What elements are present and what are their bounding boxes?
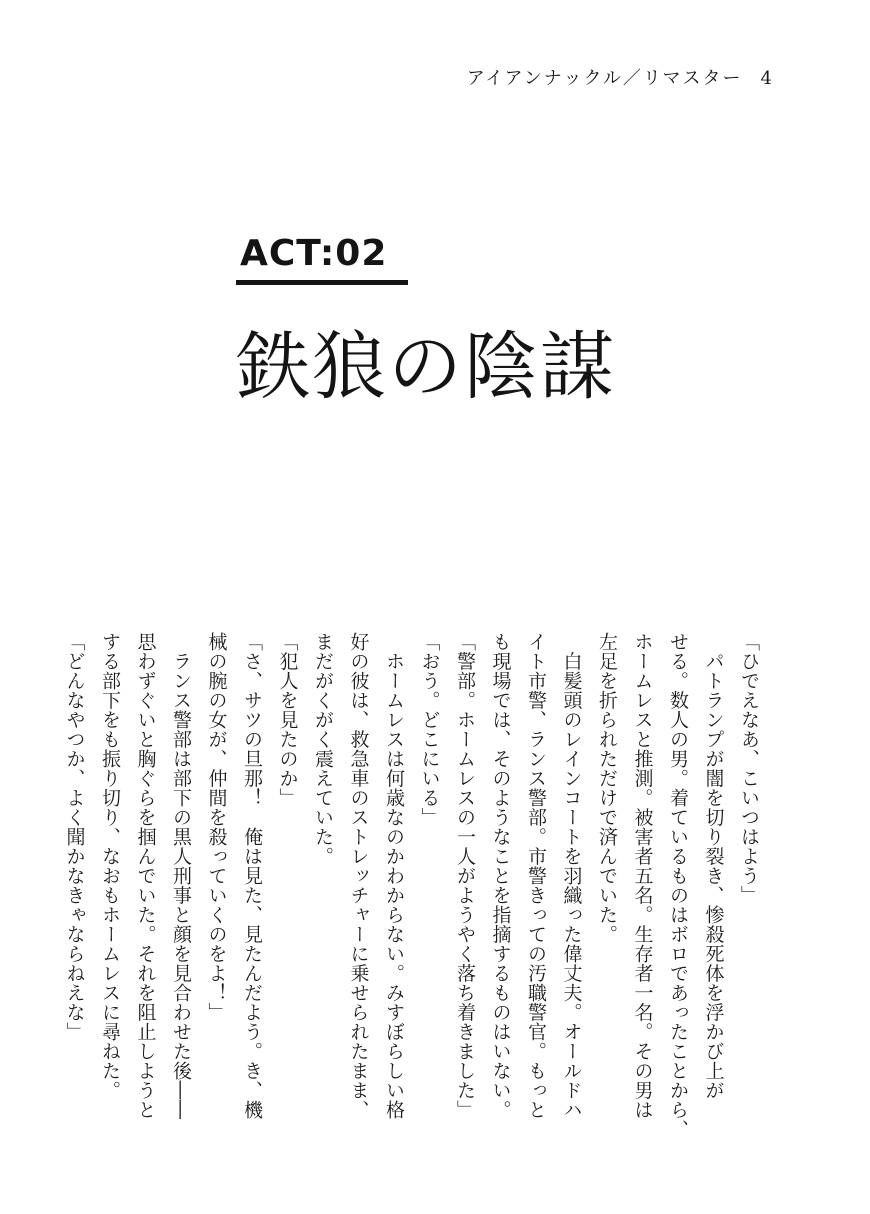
text-line: まだがくがく震えていた。 bbox=[312, 632, 334, 866]
text-line: 思わずぐいと胸ぐらを掴んでいた。それを阻止しようと bbox=[134, 632, 157, 1120]
text-line: ランス警部は部下の黒人刑事と顔を見合わせた後―― bbox=[170, 632, 192, 1120]
chapter-label: ACT:02 bbox=[240, 233, 388, 274]
text-line: 「警部。ホームレスの一人がようやく落ち着きました」 bbox=[454, 632, 476, 1120]
text-line: 白髪頭のレインコートを羽織った偉丈夫。オールドハ bbox=[560, 632, 583, 1120]
chapter-label-underline bbox=[236, 280, 408, 285]
text-line: 「犯人を見たのか」 bbox=[276, 632, 299, 808]
text-line: 「さ、サツの旦那！ 俺は見た、見たんだよう。き、機 bbox=[241, 632, 263, 1120]
text-line: 左足を折られただけで済んでいた。 bbox=[596, 632, 618, 944]
text-line: 「ひでえなあ、こいつはよう」 bbox=[738, 632, 760, 905]
text-line: イト市警、ランス警部。市警きっての汚職警官。もっと bbox=[525, 632, 547, 1120]
text-line: 械の腕の女が、仲間を殺っていくのをよ！」 bbox=[205, 632, 228, 1022]
text-line: ホームレスは何歳なのかわからない。みすぼらしい格 bbox=[383, 632, 405, 1120]
text-line: する部下をも振り切り、なおもホームレスに尋ねた。 bbox=[99, 632, 121, 1100]
running-title: アイアンナックル／リマスター bbox=[466, 68, 743, 89]
text-line: 「おう。どこにいる」 bbox=[418, 632, 441, 827]
chapter-label-block bbox=[236, 233, 408, 285]
body-text bbox=[56, 632, 766, 1139]
text-line: パトランプが闇を切り裂き、惨殺死体を浮かび上が bbox=[702, 632, 725, 1100]
chapter-title: 鉄狼の陰謀 bbox=[236, 324, 616, 410]
text-line: 好の彼は、救急車のストレッチャーに乗せられたまま、 bbox=[347, 632, 370, 1120]
running-header bbox=[467, 64, 774, 90]
text-line: せる。数人の男。着ているものはボロであったことから、 bbox=[667, 632, 689, 1139]
page-number: 4 bbox=[760, 68, 774, 89]
text-line: 「どんなやつか、よく聞かなきゃならねえな」 bbox=[63, 632, 86, 1042]
text-line: も現場では、そのようなことを指摘するものはいない。 bbox=[489, 632, 512, 1120]
text-line: ホームレスと推測。被害者五名。生存者一名。その男は bbox=[631, 632, 654, 1120]
